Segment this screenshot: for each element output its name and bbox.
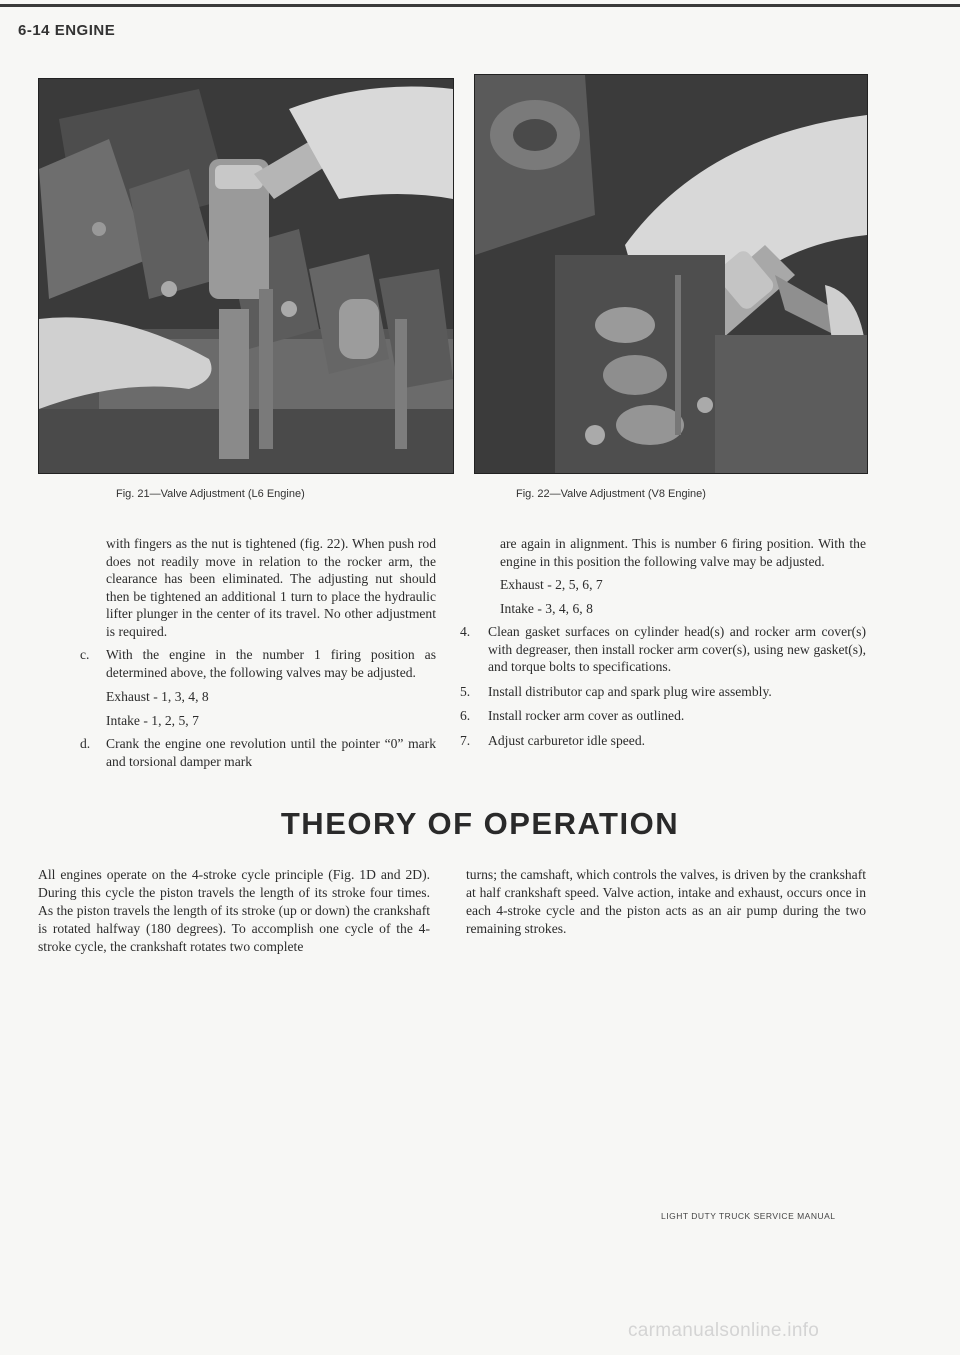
left-intake-valves: Intake - 1, 2, 5, 7 (106, 712, 199, 728)
step-c-number: c. (80, 647, 90, 662)
watermark: carmanualsonline.info (628, 1320, 820, 1341)
step-5-text: Install distributor cap and spark plug wire assembly. (488, 683, 772, 699)
step-d-number: d. (80, 736, 91, 751)
step-5-number: 5. (460, 683, 471, 699)
footer-manual-title: LIGHT DUTY TRUCK SERVICE MANUAL (661, 1211, 836, 1221)
top-rule (0, 4, 960, 7)
left-column (80, 535, 436, 777)
theory-left-text: All engines operate on the 4-stroke cycle principle (Fig. 1D and 2D). During this cycle the piston travels the length of its stroke four times. As the piston travels the length of its stroke (up or down) the crankshaft is rotated halfway (180 degrees). To accomplish one cycle of the 4-stroke cycle, the crankshaft rotates two complete (38, 867, 430, 954)
step-6-text: Install rocker arm cover as outlined. (488, 708, 685, 723)
step-d (80, 735, 436, 770)
theory-right-text: turns; the camshaft, which controls the valves, is driven by the crankshaft at half crankshaft speed. Valve action, intake and exhaust, occurs once in each 4-stroke cycle and the piston acts as an air pump during the two remaining strokes. (466, 867, 866, 936)
step-4-number: 4. (460, 624, 471, 639)
step-6-number: 6. (460, 708, 471, 723)
step-7 (460, 732, 866, 750)
left-continuation: with fingers as the nut is tightened (fig. 22). When push rod does not readily move in relation to the rocker arm, the clearance has been eliminated. The adjusting nut should then be tightened an additional 1 turn to place the hydraulic lifter plunger in the center of its travel. No other adjustment is required. (106, 536, 436, 639)
step-7-text: Adjust carburetor idle speed. (488, 732, 646, 748)
step-d-text: Crank the engine one revolution until the pointer “0” mark and torsional damper mark (106, 736, 436, 769)
step-5 (460, 683, 866, 701)
right-continuation: are again in alignment. This is number 6 firing position. With the engine in this position the following valve may be adjusted. (500, 536, 866, 569)
step-4 (460, 623, 866, 676)
figure-21-caption: Fig. 21—Valve Adjustment (L6 Engine) (116, 488, 305, 500)
right-column (460, 535, 866, 756)
right-exhaust-valves: Exhaust - 2, 5, 6, 7 (500, 577, 603, 592)
page-header: 6-14 ENGINE (18, 22, 116, 39)
right-intake-valves: Intake - 3, 4, 6, 8 (500, 600, 593, 616)
step-7-number: 7. (460, 732, 471, 748)
step-6 (460, 707, 866, 725)
figure-21-photo (38, 78, 454, 474)
step-c (80, 646, 436, 681)
figure-22-photo (474, 74, 868, 474)
step-c-text: With the engine in the number 1 firing position as determined above, the following valves may be adjusted. (106, 647, 436, 680)
figure-22-caption: Fig. 22—Valve Adjustment (V8 Engine) (516, 488, 706, 500)
step-4-text: Clean gasket surfaces on cylinder head(s) and rocker arm cover(s) with degreaser, then install rocker arm cover(s), using new gasket(s), and torque bolts to specifications. (488, 624, 866, 674)
section-title: THEORY OF OPERATION (280, 806, 680, 841)
left-exhaust-valves: Exhaust - 1, 3, 4, 8 (106, 689, 209, 704)
